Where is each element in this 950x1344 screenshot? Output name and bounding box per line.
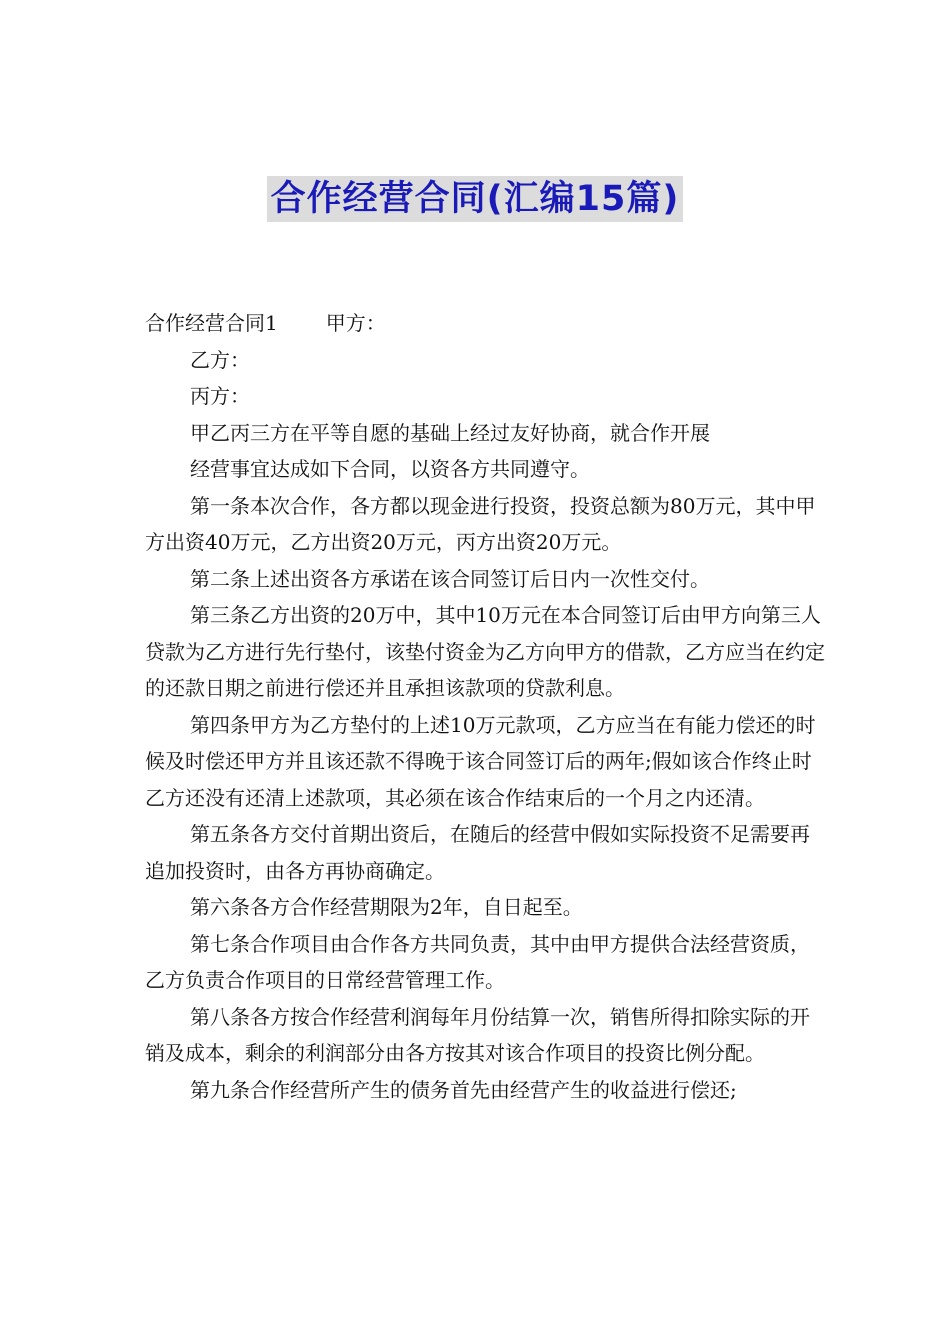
preamble-line-1: 甲乙丙三方在平等自愿的基础上经过友好协商，就合作开展 (190, 420, 710, 445)
title-block (0, 176, 950, 222)
article-7: 第七条合作项目由合作各方共同负责，其中由甲方提供合法经营资质，乙方负责合作项目的日常经营管理工作。 (145, 931, 810, 992)
section-heading: 合作经营合同1 (145, 311, 278, 335)
article-1: 第一条本次合作，各方都以现金进行投资，投资总额为80万元，其中甲方出资40万元，乙方出资20万元，丙方出资20万元。 (145, 493, 816, 554)
party-b-label: 乙方： (190, 347, 250, 372)
party-a-label: 甲方： (325, 311, 386, 335)
document-title: 合作经营合同(汇编15篇) (267, 176, 684, 222)
party-c-label: 丙方： (190, 384, 250, 408)
article-5: 第五条各方交付首期出资后，在随后的经营中假如实际投资不足需要再追加投资时，由各方再协商确定。 (145, 822, 810, 883)
tab-space (278, 305, 326, 342)
article-4: 第四条甲方为乙方垫付的上述10万元款项，乙方应当在有能力偿还的时候及时偿还甲方并且该还款不得晚于该合同签订后的两年;假如该合作终止时乙方还没有还清上述款项，其必须在该合作结束后的一个月之内还清。 (145, 712, 816, 810)
preamble-line-2: 经营事宜达成如下合同，以资各方共同遵守。 (190, 457, 590, 481)
article-3: 第三条乙方出资的20万中，其中10万元在本合同签订后由甲方向第三人贷款为乙方进行先行垫付，该垫付资金为乙方向甲方的借款，乙方应当在约定的还款日期之前进行偿还并且承担该款项的贷款利息。 (145, 603, 825, 700)
article-2: 第二条上述出资各方承诺在该合同签订后日内一次性交付。 (190, 566, 710, 591)
article-9: 第九条合作经营所产生的债务首先由经营产生的收益进行偿还; (190, 1077, 737, 1102)
document-body (145, 305, 825, 1108)
article-8: 第八条各方按合作经营利润每年月份结算一次，销售所得扣除实际的开销及成本，剩余的利润部分由各方按其对该合作项目的投资比例分配。 (145, 1004, 810, 1065)
section-heading-line (145, 305, 825, 342)
article-6: 第六条各方合作经营期限为2年，自日起至。 (190, 895, 583, 919)
